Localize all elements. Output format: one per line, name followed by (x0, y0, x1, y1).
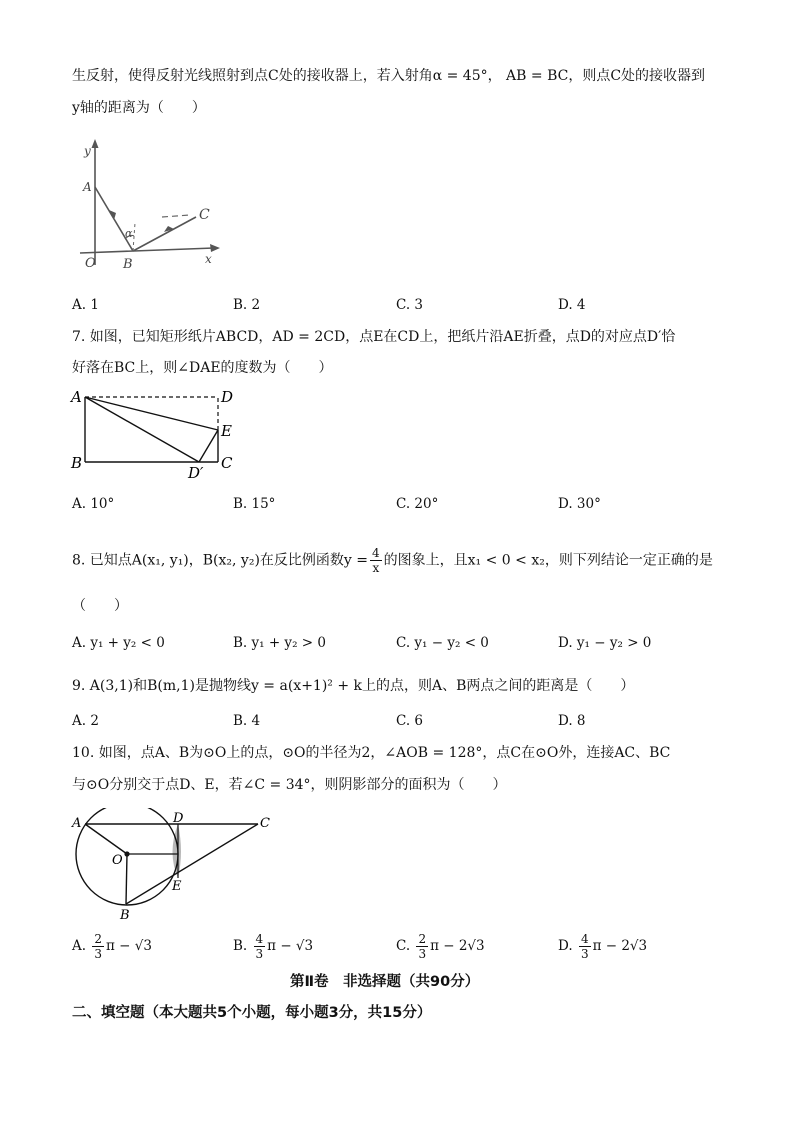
q9-option-a: A. 2 (72, 713, 99, 729)
q8-option-a: A. y₁ + y₂ < 0 (72, 635, 165, 651)
q10-option-a-frac (92, 932, 104, 961)
q10-label-B: B (120, 908, 130, 923)
q6-label-alpha: α (125, 227, 133, 240)
q10-option-c (396, 932, 485, 961)
q10-option-a-letter: A. (72, 938, 87, 954)
q10-option-a-den: 3 (94, 947, 102, 961)
q6-option-c: C. 3 (396, 297, 424, 313)
q10-option-d-letter: D. (558, 938, 573, 954)
q10-figure (68, 808, 288, 926)
q6-label-x: x (205, 252, 212, 266)
q6-label-y: y (84, 144, 91, 158)
q10-option-b-frac (254, 932, 266, 961)
q7-option-a: A. 10° (72, 496, 115, 512)
q6-label-C: C (199, 207, 210, 223)
q10-option-b-letter: B. (233, 938, 248, 954)
q7-option-b: B. 15° (233, 496, 276, 512)
q8-text-post: 的图象上，且x₁ < 0 < x₂，则下列结论一定正确的是 (383, 552, 713, 569)
q6-option-d: D. 4 (558, 297, 586, 313)
q7-label-B: B (71, 454, 83, 472)
q10-option-a-rest: π − √3 (105, 938, 152, 954)
q9-option-c: C. 6 (396, 713, 424, 729)
q10-option-c-den: 3 (418, 947, 427, 961)
q8-fraction-num: 4 (372, 546, 380, 560)
q8-option-d: D. y₁ − y₂ > 0 (558, 635, 652, 651)
q7-text-line2: 好落在BC上，则∠DAE的度数为（ ） (72, 360, 333, 376)
q10-option-b-num: 4 (255, 932, 264, 946)
q6-label-A: A (83, 180, 92, 194)
q7-label-A: A (71, 388, 82, 406)
q9-text-line1: 9. A(3,1)和B(m,1)是抛物线y = a(x+1)² + k上的点，则A、B两点之间的距离是（ ） (72, 678, 635, 694)
q6-option-b: B. 2 (233, 297, 261, 313)
q7-label-C: C (221, 454, 233, 472)
q10-label-O: O (112, 853, 123, 868)
q10-option-a-num: 2 (94, 932, 102, 946)
q10-option-a (72, 932, 152, 961)
q8-fraction-den: x (372, 561, 380, 575)
q10-option-d (558, 932, 647, 961)
q8-option-c: C. y₁ − y₂ < 0 (396, 635, 489, 651)
q10-option-c-frac (416, 932, 428, 961)
q8-text-pre: 8. 已知点A(x₁, y₁)，B(x₂, y₂)在反比例函数y = (72, 552, 369, 569)
q8-fraction (370, 546, 382, 575)
q8-text-line1 (72, 546, 713, 575)
q10-label-C: C (260, 816, 270, 831)
q10-option-c-letter: C. (396, 938, 411, 954)
part-2-heading: 二、填空题（本大题共5个小题，每小题3分，共15分） (72, 1005, 432, 1021)
q7-label-D: D (221, 388, 234, 406)
q10-option-d-rest: π − 2√3 (592, 938, 648, 954)
q6-option-a: A. 1 (72, 297, 99, 313)
section-2-title: 第Ⅱ卷 非选择题（共90分） (290, 974, 480, 990)
q10-option-b (233, 932, 313, 961)
q10-option-d-num: 4 (580, 932, 589, 946)
q7-figure (68, 385, 248, 485)
q6-text-line2: y轴的距离为（ ） (72, 100, 206, 116)
q7-option-c: C. 20° (396, 496, 439, 512)
q10-option-d-frac (579, 932, 591, 961)
q8-text-line2: （ ） (72, 598, 128, 614)
q6-text-line1: 生反射，使得反射光线照射到点C处的接收器上，若入射角α = 45°， AB = BC，则点C处的接收器到 (72, 68, 706, 84)
q6-figure (72, 135, 232, 275)
q10-label-A: A (72, 816, 82, 831)
q8-option-b: B. y₁ + y₂ > 0 (233, 635, 326, 651)
q10-label-E: E (172, 879, 182, 894)
q10-label-D: D (173, 811, 184, 826)
q9-option-b: B. 4 (233, 713, 261, 729)
q10-text-line2: 与⊙O分别交于点D、E，若∠C = 34°，则阴影部分的面积为（ ） (72, 777, 507, 793)
q6-label-O: O (85, 256, 96, 271)
q7-label-E: E (221, 422, 232, 440)
q7-option-d: D. 30° (558, 496, 601, 512)
q7-label-D-prime: D′ (188, 464, 204, 482)
q10-option-c-rest: π − 2√3 (430, 938, 485, 954)
q10-option-b-rest: π − √3 (267, 938, 314, 954)
q7-text-line1: 7. 如图，已知矩形纸片ABCD，AD = 2CD，点E在CD上，把纸片沿AE折叠，点D的对应点D′恰 (72, 329, 676, 345)
q10-option-c-num: 2 (418, 932, 427, 946)
q10-text-line1: 10. 如图，点A、B为⊙O上的点，⊙O的半径为2，∠AOB = 128°，点C在⊙O外，连接AC、BC (72, 745, 671, 761)
q9-option-d: D. 8 (558, 713, 586, 729)
q6-label-B: B (123, 257, 133, 272)
q10-option-b-den: 3 (255, 947, 264, 961)
q10-option-d-den: 3 (580, 947, 589, 961)
